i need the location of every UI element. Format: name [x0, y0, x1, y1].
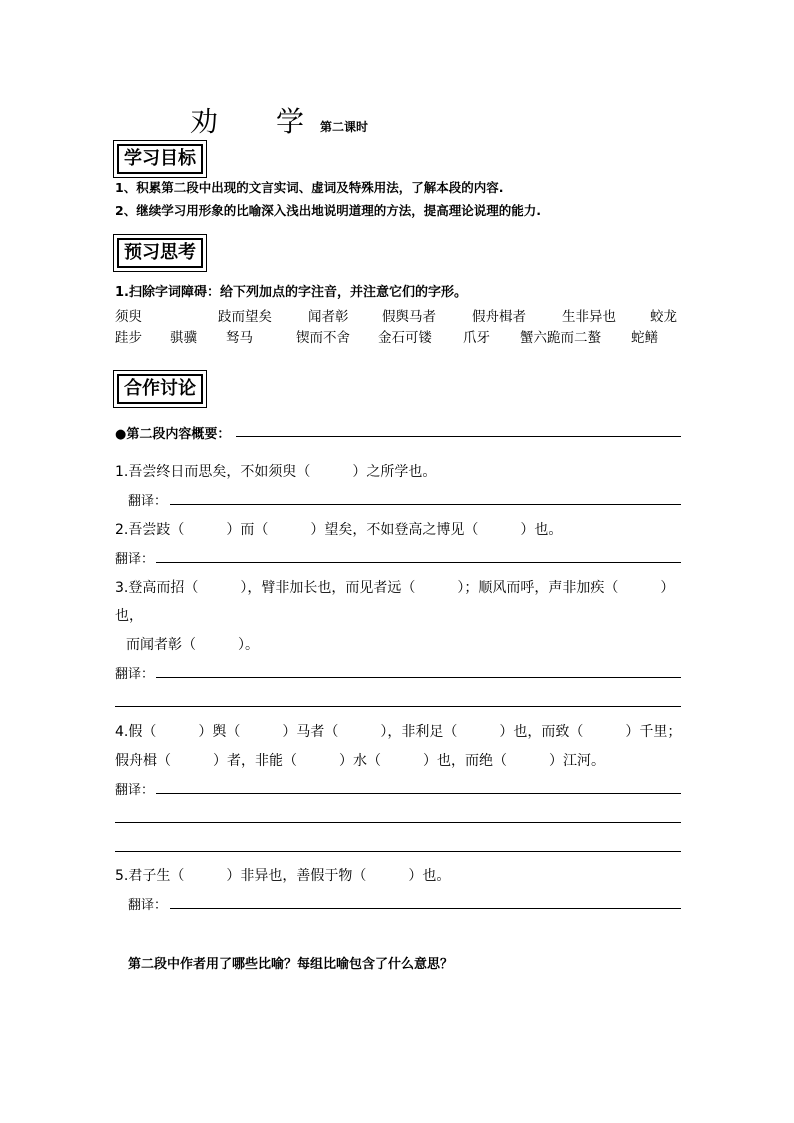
translation-line[interactable]: [115, 706, 681, 707]
vocab-item: 金石可镂: [378, 330, 432, 346]
translate-label: 翻译：: [115, 783, 155, 798]
question-1: 1.吾尝终日而思矣，不如须臾（ ）之所学也。: [115, 464, 437, 480]
translation-line[interactable]: [156, 677, 681, 678]
translation-line[interactable]: [170, 504, 681, 505]
translate-label: 翻译：: [115, 552, 155, 567]
question-4-line-2: 假舟楫（ ）者，非能（ ）水（ ）也，而绝（ ）江河。: [115, 753, 605, 769]
vocab-item: 蛟龙: [650, 309, 677, 325]
goal-2: 2、继续学习用形象的比喻深入浅出地说明道理的方法，提高理论说理的能力.: [115, 203, 541, 218]
translation-line[interactable]: [115, 822, 681, 823]
section-heading-goals-label: 学习目标: [117, 144, 203, 174]
translate-label: 翻译：: [128, 898, 168, 913]
question-3-line-1: 3.登高而招（ ），臂非加长也，而见者远（ ）；顺风而呼，声非加疾（ ）: [115, 580, 675, 596]
translate-label: 翻译：: [128, 494, 168, 509]
vocab-item: 驽马: [226, 330, 253, 346]
title-subtitle: 第二课时: [320, 120, 369, 134]
vocab-item: 假舆马者: [382, 309, 436, 325]
translation-line[interactable]: [156, 793, 681, 794]
translation-line[interactable]: [115, 851, 681, 852]
section-heading-discuss-label: 合作讨论: [117, 374, 203, 404]
vocab-item: 假舟楫者: [472, 309, 526, 325]
section-heading-goals: [113, 140, 207, 178]
question-3-line-2: 也，: [115, 608, 143, 624]
vocab-item: 须臾: [115, 309, 142, 325]
summary-label: ●第二段内容概要：: [115, 427, 231, 442]
vocab-item: 生非异也: [562, 309, 616, 325]
translation-line[interactable]: [156, 562, 681, 563]
vocab-item: 锲而不舍: [296, 330, 350, 346]
translation-line[interactable]: [170, 908, 681, 909]
question-5: 5.君子生（ ）非异也，善假于物（ ）也。: [115, 868, 451, 884]
title-char-1: 劝: [190, 105, 219, 138]
section-heading-preview: [113, 234, 207, 272]
preview-instruction: 1.扫除字词障碍：给下列加点的字注音，并注意它们的字形。: [115, 285, 467, 300]
vocab-item: 闻者彰: [308, 309, 349, 325]
summary-answer-line[interactable]: [236, 436, 681, 437]
question-4-line-1: 4.假（ ）舆（ ）马者（ ），非利足（ ）也，而致（ ）千里；: [115, 724, 682, 740]
vocab-item: 蟹六跪而二螯: [520, 330, 601, 346]
translate-label: 翻译：: [115, 667, 155, 682]
vocab-item: 骐骥: [170, 330, 197, 346]
vocab-item: 跬步: [115, 330, 142, 346]
vocab-item: 蛇鳝: [631, 330, 658, 346]
goal-1: 1、积累第二段中出现的文言实词、虚词及特殊用法，了解本段的内容.: [115, 180, 504, 195]
question-2: 2.吾尝跂（ ）而（ ）望矣，不如登高之博见（ ）也。: [115, 522, 563, 538]
section-heading-preview-label: 预习思考: [117, 238, 203, 268]
section-heading-discuss: [113, 370, 207, 408]
final-question: 第二段中作者用了哪些比喻？每组比喻包含了什么意思？: [128, 957, 454, 972]
vocab-item: 跂而望矣: [218, 309, 272, 325]
vocab-item: 爪牙: [463, 330, 490, 346]
title-char-2: 学: [276, 105, 305, 138]
question-3-line-3: 而闻者彰（ ）。: [126, 637, 259, 653]
